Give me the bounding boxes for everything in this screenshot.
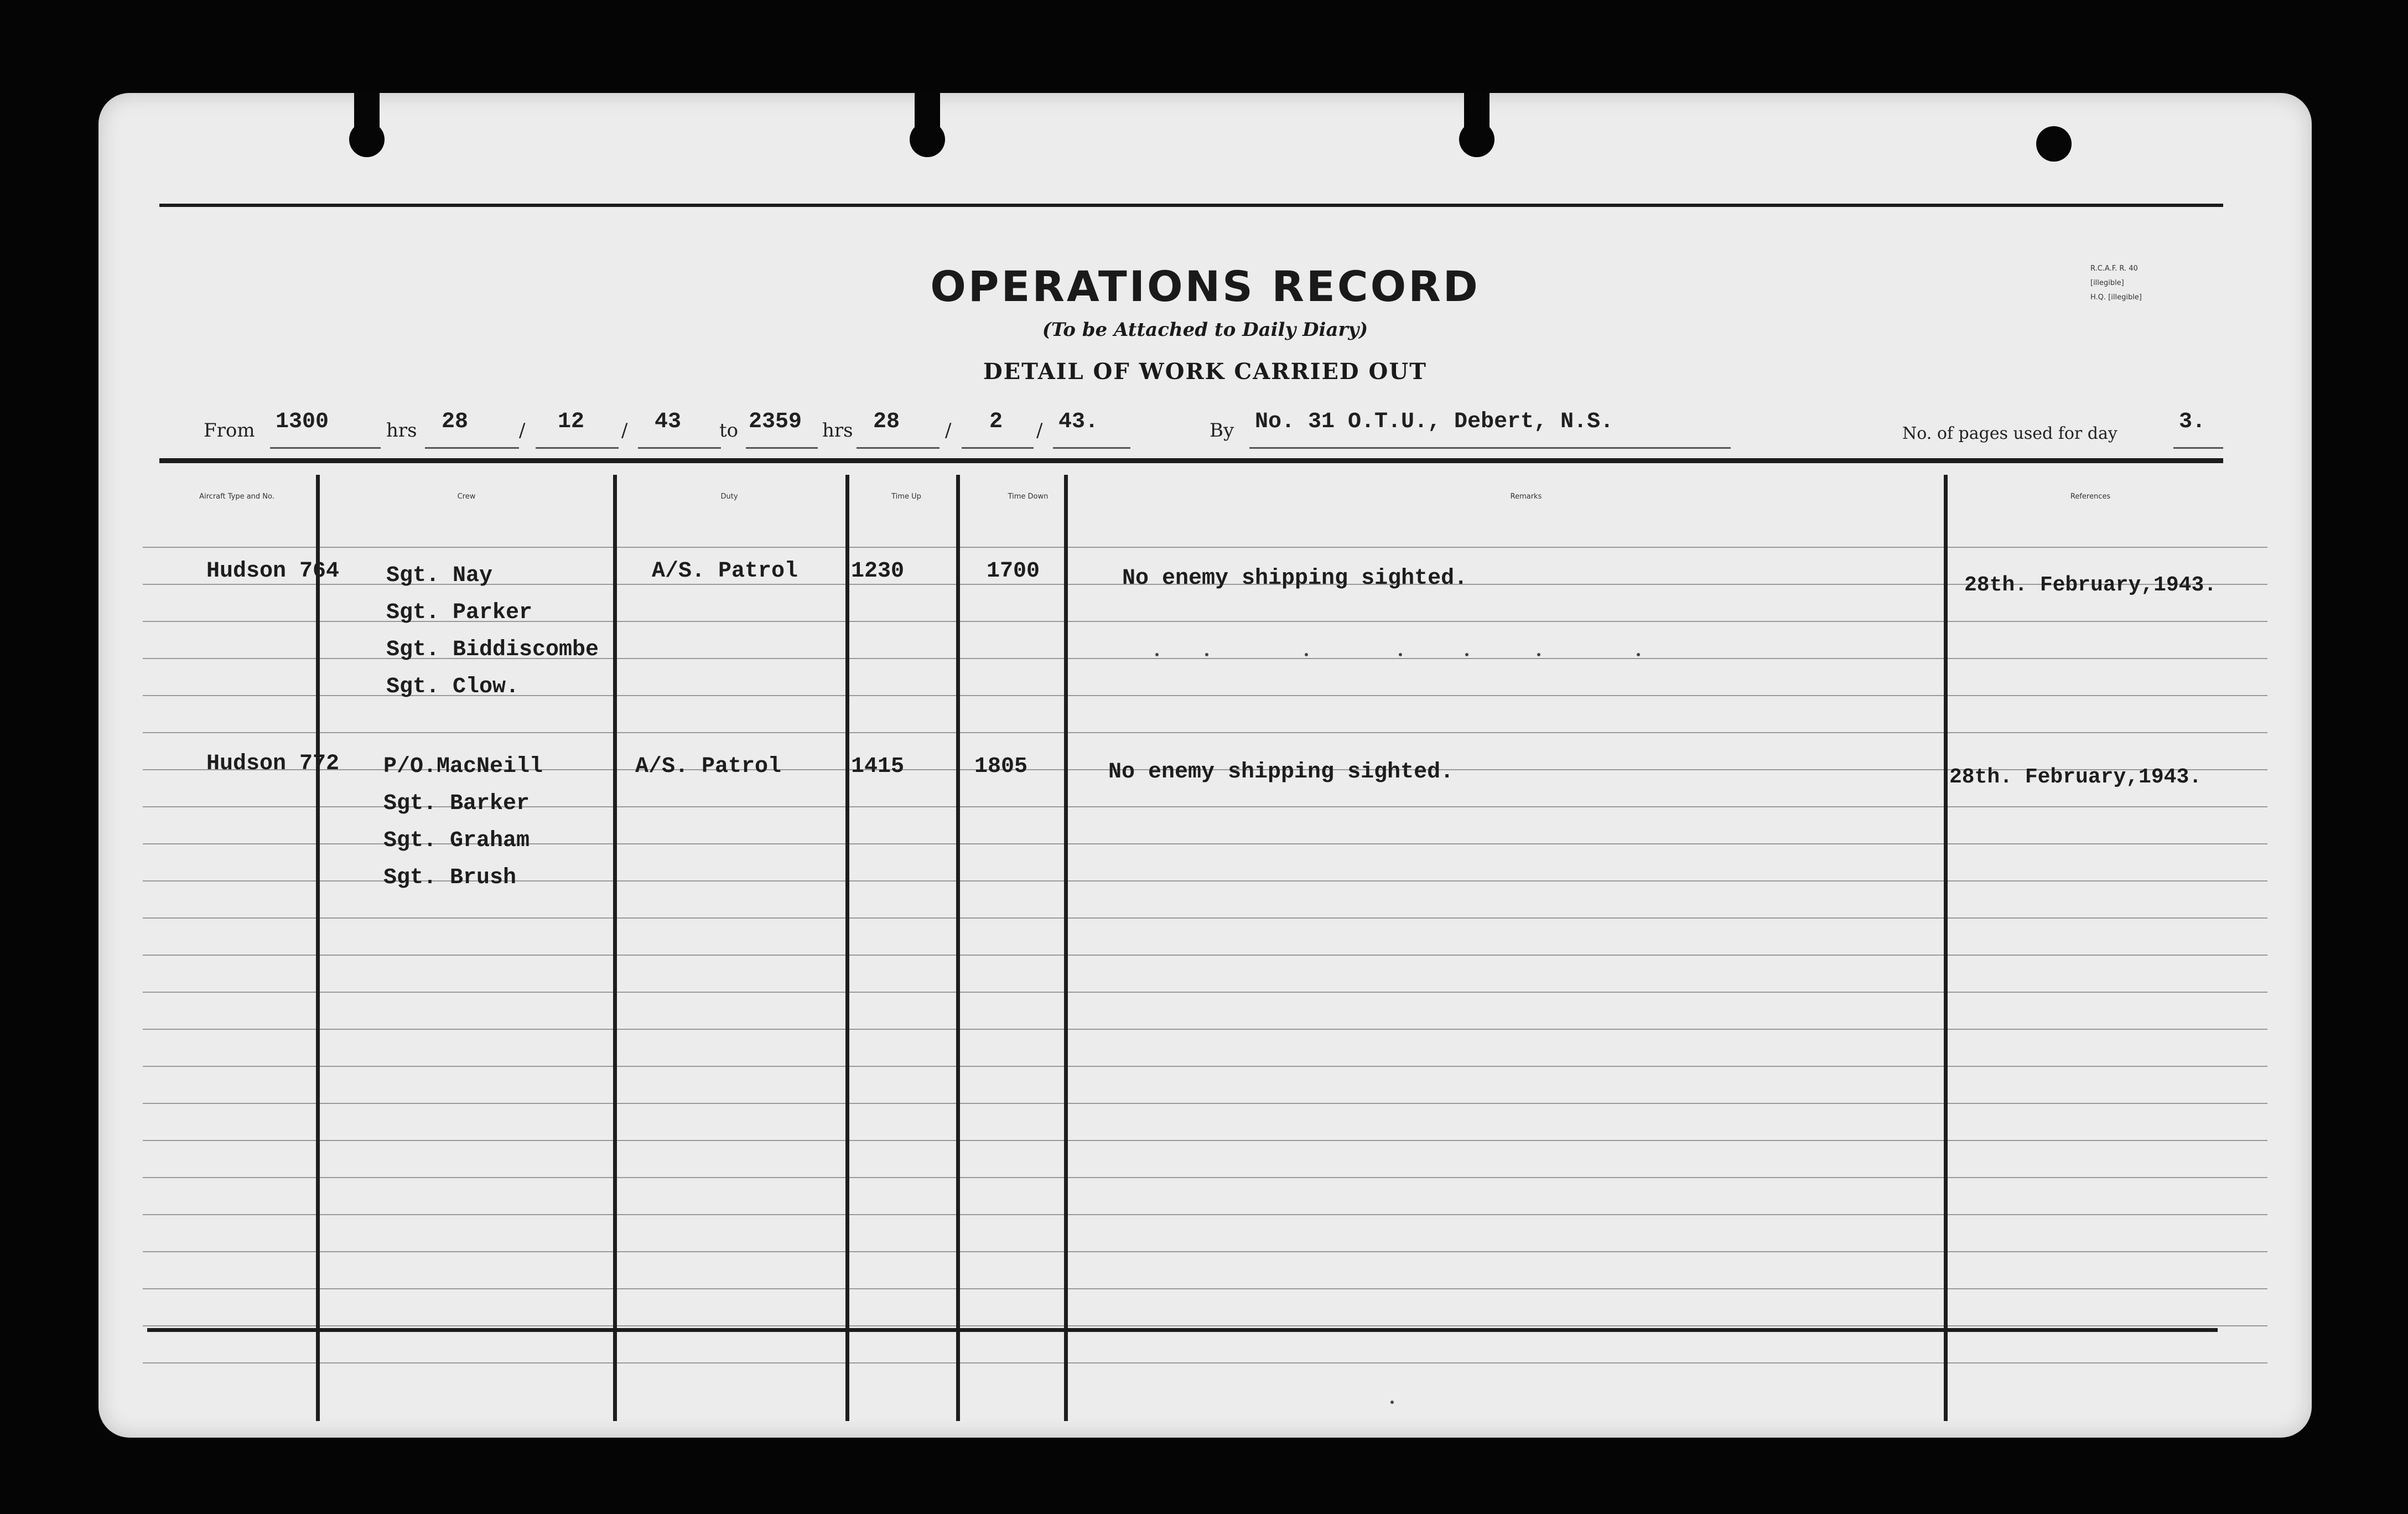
duty-cell: A/S. Patrol: [652, 559, 798, 584]
film-speck: [1390, 1401, 1394, 1404]
hrs-label: hrs: [822, 419, 853, 442]
by-unit: No. 31 O.T.U., Debert, N.S.: [1255, 409, 1614, 434]
header-references: References: [2070, 492, 2111, 501]
section-title: DETAIL OF WORK CARRIED OUT: [983, 359, 1428, 385]
pages-label: No. of pages used for day: [1902, 424, 2118, 443]
time-down-cell: 1700: [987, 559, 1040, 584]
column-divider: [1944, 475, 1948, 1421]
hrs-label: hrs: [386, 419, 417, 442]
reference-cell: 28th. February,1943.: [1964, 573, 2217, 597]
header-time-up: Time Up: [891, 492, 921, 501]
film-speck: [1399, 653, 1402, 656]
film-speck: [1305, 653, 1308, 656]
table-top-rule: [159, 458, 2223, 463]
from-month: 12: [558, 409, 585, 434]
from-day-blank: [425, 414, 519, 449]
header-remarks: Remarks: [1510, 492, 1542, 501]
form-title: OPERATIONS RECORD: [930, 262, 1480, 311]
header-aircraft: Aircraft Type and No.: [199, 492, 274, 501]
aircraft-cell: Hudson 772: [206, 751, 340, 776]
column-divider: [1064, 475, 1068, 1421]
form-code-line: [illegible]: [2090, 279, 2124, 287]
crew-cell: Sgt. Parker: [386, 600, 533, 625]
from-day: 28: [442, 409, 469, 434]
film-speck: [1537, 653, 1540, 656]
crew-cell: Sgt. Nay: [386, 563, 493, 588]
date-slash: /: [945, 419, 952, 442]
film-speck: [1637, 653, 1640, 656]
column-divider: [613, 475, 617, 1421]
crew-cell: Sgt. Clow.: [386, 675, 520, 699]
form-code-line: H.Q. [illegible]: [2090, 293, 2142, 302]
reference-cell: 28th. February,1943.: [1949, 765, 2202, 789]
from-label: From: [204, 419, 255, 442]
crew-cell: P/O.MacNeill: [383, 754, 543, 779]
operations-record-card: [98, 93, 2312, 1438]
time-up-cell: 1415: [851, 754, 905, 779]
pages-value: 3.: [2179, 409, 2206, 434]
punch-hole: [2036, 126, 2072, 162]
from-year: 43: [655, 409, 682, 434]
from-time: 1300: [276, 409, 329, 434]
by-label: By: [1210, 419, 1234, 442]
crew-cell: Sgt. Biddiscombe: [386, 637, 599, 662]
duty-cell: A/S. Patrol: [635, 754, 782, 779]
to-year: 43.: [1058, 409, 1099, 434]
date-slash: /: [519, 419, 526, 442]
date-slash: /: [621, 419, 628, 442]
time-down-cell: 1805: [974, 754, 1028, 779]
form-code-line: R.C.A.F. R. 40: [2090, 265, 2138, 273]
to-day: 28: [873, 409, 900, 434]
table-bottom-rule: [147, 1328, 2218, 1332]
column-divider: [956, 475, 960, 1421]
top-rule: [159, 204, 2223, 207]
column-divider: [316, 475, 320, 1421]
header-time-down: Time Down: [1008, 492, 1049, 501]
header-crew: Crew: [457, 492, 476, 501]
remarks-cell: No enemy shipping sighted.: [1108, 760, 1454, 785]
crew-cell: Sgt. Brush: [383, 865, 517, 890]
form-code: [2090, 262, 2223, 305]
date-slash: /: [1036, 419, 1043, 442]
film-speck: [1155, 653, 1159, 656]
film-speck: [1465, 653, 1468, 656]
form-subtitle: (To be Attached to Daily Diary): [1042, 319, 1368, 341]
time-up-cell: 1230: [851, 559, 905, 584]
to-time: 2359: [749, 409, 802, 434]
to-month: 2: [989, 409, 1003, 434]
crew-cell: Sgt. Barker: [383, 791, 530, 816]
header-duty: Duty: [720, 492, 738, 501]
punch-hole: [349, 122, 385, 157]
film-speck: [1205, 653, 1208, 656]
remarks-cell: No enemy shipping sighted.: [1122, 566, 1468, 591]
to-label: to: [719, 419, 739, 442]
punch-hole: [910, 122, 945, 157]
punch-hole: [1459, 122, 1494, 157]
column-divider: [845, 475, 849, 1421]
crew-cell: Sgt. Graham: [383, 828, 530, 853]
aircraft-cell: Hudson 764: [206, 559, 340, 584]
